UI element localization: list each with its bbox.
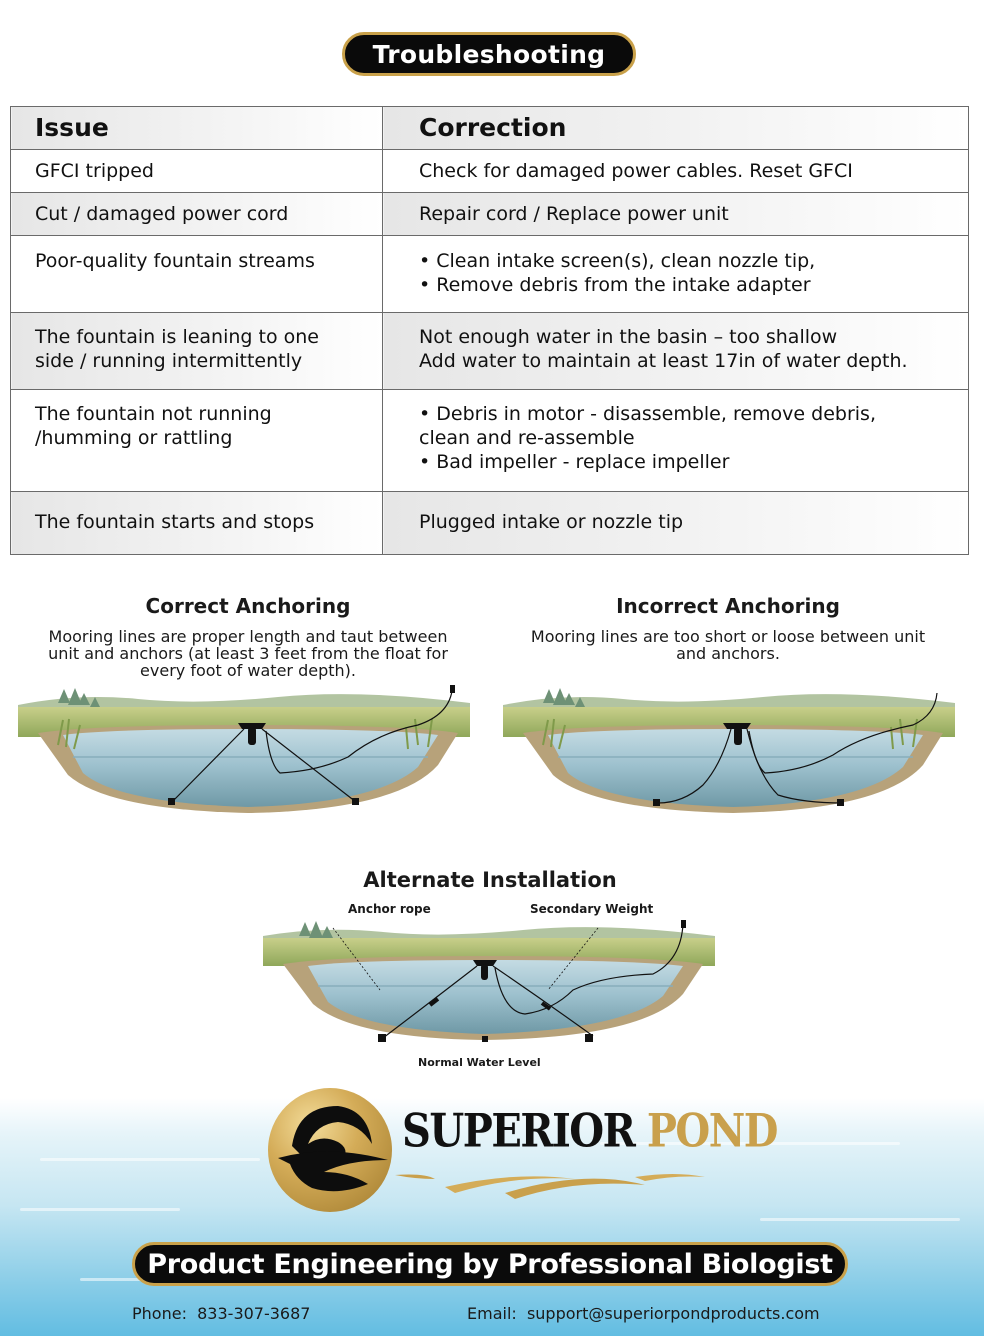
table-row (11, 150, 969, 193)
column-header-correction: Correction (383, 107, 969, 150)
phone-contact: Phone: 833-307-3687 (132, 1304, 311, 1323)
correction-cell: Not enough water in the basin – too shallow Add water to maintain at least 17in of water depth. (383, 313, 969, 390)
brand-logo-emblem (268, 1088, 392, 1212)
correction-cell: Plugged intake or nozzle tip (383, 492, 969, 555)
table-row (11, 390, 969, 492)
secondary-weight-label: Secondary Weight (530, 902, 654, 916)
tagline-banner: Product Engineering by Professional Biologist (132, 1242, 848, 1286)
issue-cell: Cut / damaged power cord (11, 193, 383, 236)
issue-cell: The fountain is leaning to one side / running intermittently (11, 313, 383, 390)
troubleshooting-table (10, 106, 969, 555)
table-row (11, 313, 969, 390)
phone-number[interactable]: 833-307-3687 (197, 1304, 311, 1323)
email-link[interactable]: support@superiorpondproducts.com (526, 1304, 820, 1323)
email-contact: Email: support@superiorpondproducts.com (467, 1304, 820, 1323)
correction-cell: • Debris in motor - disassemble, remove debris, clean and re-assemble • Bad impeller - replace impeller (383, 390, 969, 492)
correction-cell: • Clean intake screen(s), clean nozzle tip, • Remove debris from the intake adapter (383, 236, 969, 313)
normal-water-level-label: Normal Water Level (418, 1056, 541, 1069)
alternate-installation-title: Alternate Installation (363, 868, 617, 892)
incorrect-anchoring-description: Mooring lines are too short or loose between unit and anchors. (530, 627, 926, 663)
table-row (11, 492, 969, 555)
alternate-installation-pond-illustration (263, 920, 715, 1045)
wave-logo-icon (268, 1088, 392, 1212)
incorrect-anchoring-title: Incorrect Anchoring (616, 594, 840, 618)
correction-cell: Check for damaged power cables. Reset GFCI (383, 150, 969, 193)
table-row (11, 236, 969, 313)
brand-wordmark: SUPERIOR POND (402, 1104, 777, 1159)
correct-anchoring-description: Mooring lines are proper length and taut between unit and anchors (at least 3 feet from the float for every foot of water depth). (48, 627, 448, 680)
issue-cell: GFCI tripped (11, 150, 383, 193)
anchor-rope-label: Anchor rope (348, 902, 431, 916)
correct-anchoring-pond-illustration (18, 685, 470, 820)
issue-cell: The fountain starts and stops (11, 492, 383, 555)
page-title: Troubleshooting (342, 32, 636, 76)
incorrect-anchoring-pond-illustration (503, 685, 955, 820)
correction-cell: Repair cord / Replace power unit (383, 193, 969, 236)
table-header-row (11, 107, 969, 150)
column-header-issue: Issue (11, 107, 383, 150)
issue-cell: The fountain not running /humming or rattling (11, 390, 383, 492)
gold-wave-swoosh (395, 1165, 715, 1205)
correct-anchoring-title: Correct Anchoring (145, 594, 351, 618)
issue-cell: Poor-quality fountain streams (11, 236, 383, 313)
table-row (11, 193, 969, 236)
